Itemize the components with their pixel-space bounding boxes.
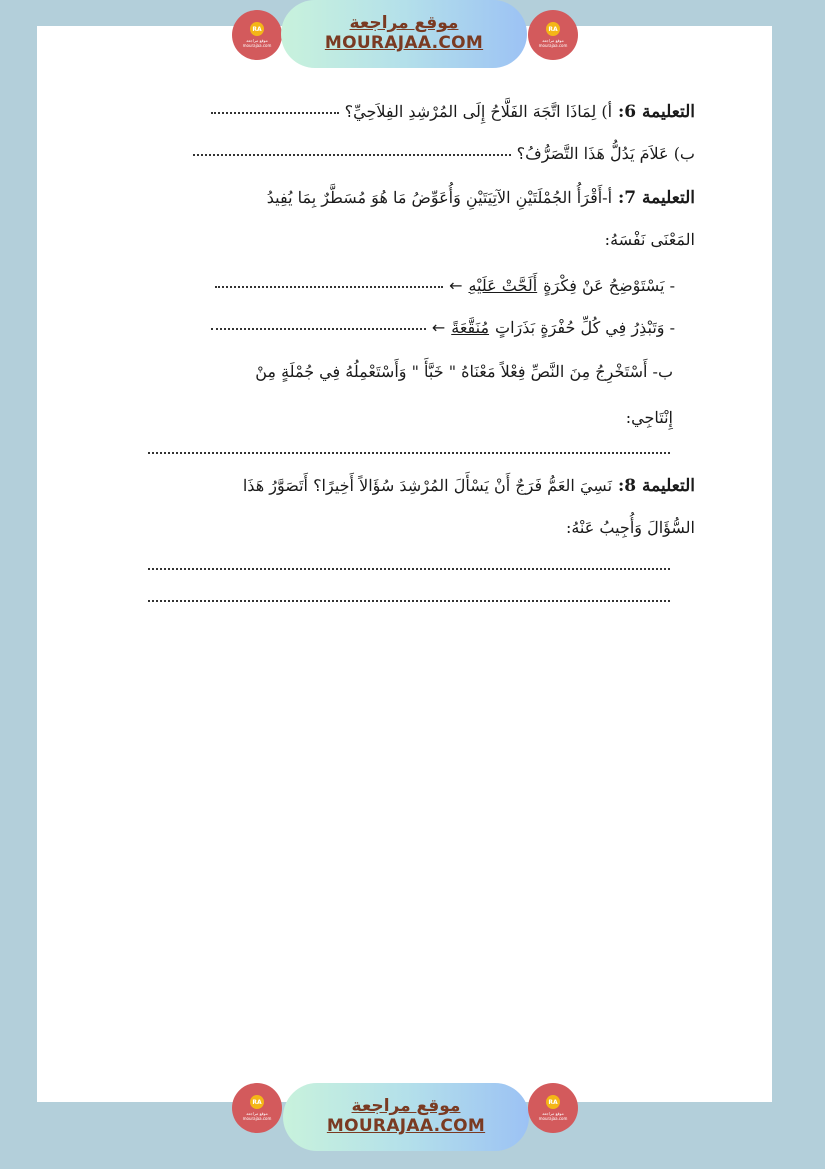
badge-caption-ar: موقع مراجعة	[246, 38, 268, 43]
q8-line1	[243, 476, 695, 496]
logo-icon: RA	[546, 22, 560, 36]
q7-item-1	[215, 276, 675, 295]
q6-part-b-text: ب) عَلاَمَ يَدُلُّ هَذَا التَّصَرُّفُ؟	[516, 144, 695, 163]
banner-site-name: MOURAJAA.COM	[326, 1116, 486, 1136]
q6-part-a-text: أ) لِمَاذَا اتَّجَهَ الفَلَّاحُ إِلَى المُرْشِدِ الفِلاَحِيِّ؟	[344, 102, 613, 121]
q7-intro-line1	[267, 188, 695, 208]
site-badge-right	[528, 1083, 578, 1133]
badge-caption-ar: موقع مراجعة	[542, 1111, 564, 1116]
answer-line[interactable]	[148, 568, 670, 570]
logo-icon: RA	[250, 22, 264, 36]
q7-intro-text-cont: المَعْنَى نَفْسَهُ:	[604, 230, 695, 249]
logo-icon: RA	[250, 1095, 264, 1109]
q8-label: التعليمة 8:	[618, 476, 695, 496]
banner-site-name: MOURAJAA.COM	[324, 33, 484, 53]
arrow-left-icon: ←	[449, 276, 463, 295]
answer-line[interactable]	[211, 112, 339, 114]
q6-part-b	[193, 144, 695, 163]
badge-caption-en: mourajaa.com	[242, 43, 272, 48]
badge-caption-ar: موقع مراجعة	[542, 38, 564, 43]
logo-icon: RA	[546, 1095, 560, 1109]
q8-text-cont: السُّؤَالَ وَأُجِيبُ عَنْهُ:	[565, 518, 695, 537]
answer-line[interactable]	[211, 328, 426, 330]
badge-caption-en: mourajaa.com	[538, 1116, 568, 1121]
q7-part-b-text-cont: إِنْتَاجِي:	[625, 408, 673, 427]
q7-part-b-text: ب- أَسْتَخْرِجُ مِنَ النَّصِّ فِعْلاً مَعْنَاهُ " خَبَّأَ " وَأَسْتَعْمِلُهُ فِي جُمْلَةٍ مِنْ	[255, 362, 673, 381]
q7-item-2	[211, 318, 675, 337]
q7-part-b-line2	[626, 408, 673, 427]
site-link-banner[interactable]	[281, 0, 527, 68]
q7-item2-underlined: مُنَقَّعَةً	[451, 318, 490, 337]
site-badge-left	[232, 1083, 282, 1133]
banner-arabic-title: موقع مراجعة	[351, 1096, 461, 1117]
answer-line[interactable]	[148, 600, 670, 602]
site-badge-left	[232, 10, 282, 60]
site-link-banner[interactable]	[283, 1083, 529, 1151]
q7-item2-prefix: - وَتَبْذِرُ فِي كُلِّ حُفْرَةٍ بَذَرَاتٍ	[495, 318, 675, 337]
badge-caption-ar: موقع مراجعة	[246, 1111, 268, 1116]
q7-item1-underlined: أَلَحَّتْ عَلَيْهِ	[468, 276, 538, 295]
q6-part-a	[211, 102, 695, 122]
site-badge-right	[528, 10, 578, 60]
q7-part-b-line1	[255, 362, 673, 381]
q7-intro-line2	[605, 230, 695, 249]
badge-caption-en: mourajaa.com	[538, 43, 568, 48]
answer-line[interactable]	[215, 286, 443, 288]
q7-intro-text: أ-أَقْرَأُ الجُمْلَتَيْنِ الآتِيَتَيْنِ وَأُعَوِّضُ مَا هُوَ مُسَطَّرٌ بِمَا يُفِيدُ	[266, 188, 613, 207]
answer-line[interactable]	[193, 154, 511, 156]
q6-label: التعليمة 6:	[618, 102, 695, 122]
answer-line[interactable]	[148, 452, 670, 454]
q8-text: نَسِيَ العَمُّ فَرَجٌ أَنْ يَسْأَلَ المُرْشِدَ سُؤَالاً أَخِيرًا؟ أَتَصَوَّرُ هَذَا	[242, 476, 613, 495]
q7-item1-prefix: - يَسْتَوْضِحُ عَنْ فِكْرَةٍ	[543, 276, 675, 295]
banner-arabic-title: موقع مراجعة	[349, 13, 459, 34]
q7-label: التعليمة 7:	[618, 188, 695, 208]
bottom-banner	[0, 1080, 825, 1152]
arrow-left-icon: ←	[431, 318, 446, 337]
top-banner	[0, 0, 825, 72]
badge-caption-en: mourajaa.com	[242, 1116, 272, 1121]
q8-line2	[566, 518, 695, 537]
